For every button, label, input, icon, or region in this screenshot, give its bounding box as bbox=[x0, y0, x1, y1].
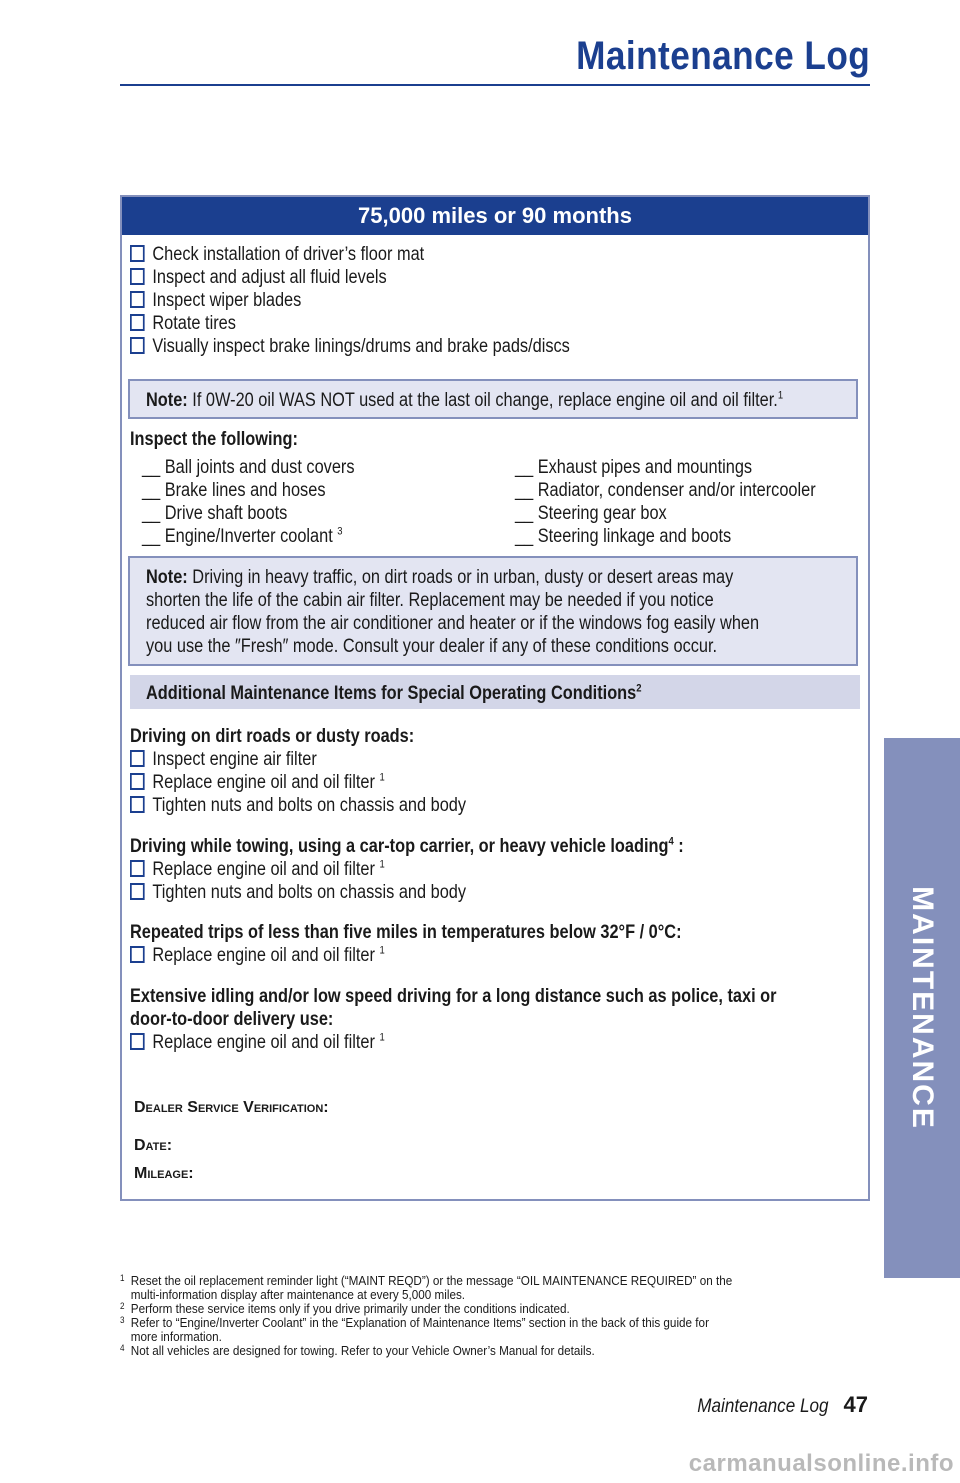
condition-heading: Repeated trips of less than five miles in temperatures below 32°F / 0°C: bbox=[130, 922, 682, 943]
checkbox-icon[interactable] bbox=[130, 337, 145, 354]
section-side-tab bbox=[884, 738, 960, 1278]
checkbox-icon[interactable] bbox=[130, 268, 145, 285]
condition-group: Driving while towing, using a car-top carrier, or heavy vehicle loading$^4$ : Replace engine oil and oil filter $^1$ Tighten nuts and bolts on chassis and body bbox=[130, 835, 684, 903]
checklist-item: Replace engine oil and oil filter $^1$ bbox=[130, 858, 684, 881]
page-footer bbox=[690, 1392, 868, 1418]
interval-header: 75,000 miles or 90 months bbox=[122, 197, 868, 235]
condition-heading: Extensive idling and/or low speed driving for a long distance such as police, taxi or bbox=[130, 986, 777, 1007]
checkbox-icon[interactable] bbox=[130, 314, 145, 331]
watermark: carmanualsonline.info bbox=[688, 1450, 954, 1477]
inspect-right-list bbox=[515, 456, 865, 548]
inspect-left-list bbox=[142, 456, 389, 548]
inspect-item: __ Drive shaft boots bbox=[142, 503, 288, 524]
note-line: reduced air flow from the air conditioner and heater or if the windows fog easily when bbox=[146, 613, 760, 634]
checklist-item: Replace engine oil and oil filter $^1$ bbox=[130, 944, 682, 967]
additional-heading-bar: Additional Maintenance Items for Special Operating Conditions$^2$ bbox=[130, 675, 860, 709]
condition-heading: Driving on dirt roads or dusty roads: bbox=[130, 726, 415, 747]
checklist bbox=[130, 243, 641, 358]
footer-label: Maintenance Log bbox=[697, 1396, 829, 1417]
checklist-item: Replace engine oil and oil filter $^1$ bbox=[130, 1031, 776, 1054]
checkbox-icon[interactable] bbox=[130, 291, 145, 308]
checklist-item: Rotate tires bbox=[130, 312, 570, 335]
footnotes bbox=[120, 1274, 870, 1358]
inspect-item: __ Steering gear box bbox=[515, 503, 667, 524]
checklist-item: Tighten nuts and bolts on chassis and body bbox=[130, 881, 684, 904]
checklist-item: Tighten nuts and bolts on chassis and body bbox=[130, 794, 466, 817]
checkbox-icon[interactable] bbox=[130, 946, 145, 963]
title-rule bbox=[120, 84, 870, 86]
inspect-item: __ Exhaust pipes and mountings bbox=[515, 457, 753, 478]
footnote: 3 Refer to “Engine/Inverter Coolant” in the “Explanation of Maintenance Items” section in the back of this guide for more information. bbox=[120, 1315, 709, 1344]
note-line: shorten the life of the cabin air filter. Replacement may be needed if you notice bbox=[146, 590, 714, 611]
checklist-item: Inspect engine air filter bbox=[130, 748, 466, 771]
checklist-item: Inspect and adjust all fluid levels bbox=[130, 266, 570, 289]
inspect-item: __ Steering linkage and boots bbox=[515, 526, 732, 547]
cabin-filter-note bbox=[128, 556, 858, 666]
note-line: Driving in heavy traffic, on dirt roads or in urban, dusty or desert areas may bbox=[192, 567, 734, 588]
checklist-item: Check installation of driver’s floor mat bbox=[130, 243, 570, 266]
condition-heading-cont: door-to-door delivery use: bbox=[130, 1009, 334, 1030]
checklist-item: Inspect wiper blades bbox=[130, 289, 570, 312]
dealer-verification-label: Dealer Service Verification: bbox=[134, 1099, 329, 1116]
condition-heading: Driving while towing, using a car-top carrier, or heavy vehicle loading bbox=[130, 836, 669, 857]
note-line: you use the ″Fresh″ mode. Consult your dealer if any of these conditions occur. bbox=[146, 636, 718, 657]
note-label: Note: bbox=[146, 390, 188, 411]
oil-note: Note: If 0W-20 oil WAS NOT used at the last oil change, replace engine oil and oil filter.$^1$ bbox=[128, 379, 858, 419]
checkbox-icon[interactable] bbox=[130, 883, 145, 900]
checklist-item: Visually inspect brake linings/drums and brake pads/discs bbox=[130, 335, 570, 358]
footnote: 4 Not all vehicles are designed for towing. Refer to your Vehicle Owner’s Manual for details. bbox=[120, 1343, 595, 1358]
checkbox-icon[interactable] bbox=[130, 773, 145, 790]
checkbox-icon[interactable] bbox=[130, 245, 145, 262]
condition-group bbox=[130, 985, 882, 1054]
footnote: 1 Reset the oil replacement reminder light (“MAINT REQD”) or the message “OIL MAINTENANCE REQUIRED” on the multi-information display after maintenance at every 5,000 miles. bbox=[120, 1273, 733, 1302]
inspect-item: __ Brake lines and hoses bbox=[142, 480, 326, 501]
inspect-item: __ Radiator, condenser and/or intercooler bbox=[515, 480, 816, 501]
page-number: 47 bbox=[843, 1392, 868, 1417]
checkbox-icon[interactable] bbox=[130, 750, 145, 767]
inspect-item: __ Engine/Inverter coolant $^3$ bbox=[142, 525, 343, 547]
note-text: If 0W-20 oil WAS NOT used at the last oil change, replace engine oil and oil filter. bbox=[192, 390, 778, 411]
checkbox-icon[interactable] bbox=[130, 796, 145, 813]
condition-group bbox=[130, 725, 521, 817]
additional-heading: Additional Maintenance Items for Special Operating Conditions bbox=[146, 683, 637, 704]
inspect-heading: Inspect the following: bbox=[130, 429, 298, 450]
date-label: Date: bbox=[134, 1137, 173, 1154]
checkbox-icon[interactable] bbox=[130, 860, 145, 877]
note-label: Note: bbox=[146, 567, 188, 588]
inspect-item: __ Ball joints and dust covers bbox=[142, 457, 355, 478]
checkbox-icon[interactable] bbox=[130, 1033, 145, 1050]
checklist-item: Replace engine oil and oil filter $^1$ bbox=[130, 771, 466, 794]
mileage-label: Mileage: bbox=[134, 1165, 194, 1182]
condition-group bbox=[130, 921, 771, 967]
maintenance-interval-box bbox=[120, 195, 870, 1201]
side-tab-label: MAINTENANCE bbox=[906, 886, 939, 1130]
footnote: 2 Perform these service items only if you drive primarily under the conditions indicated. bbox=[120, 1301, 570, 1316]
page-title: Maintenance Log bbox=[575, 34, 870, 78]
